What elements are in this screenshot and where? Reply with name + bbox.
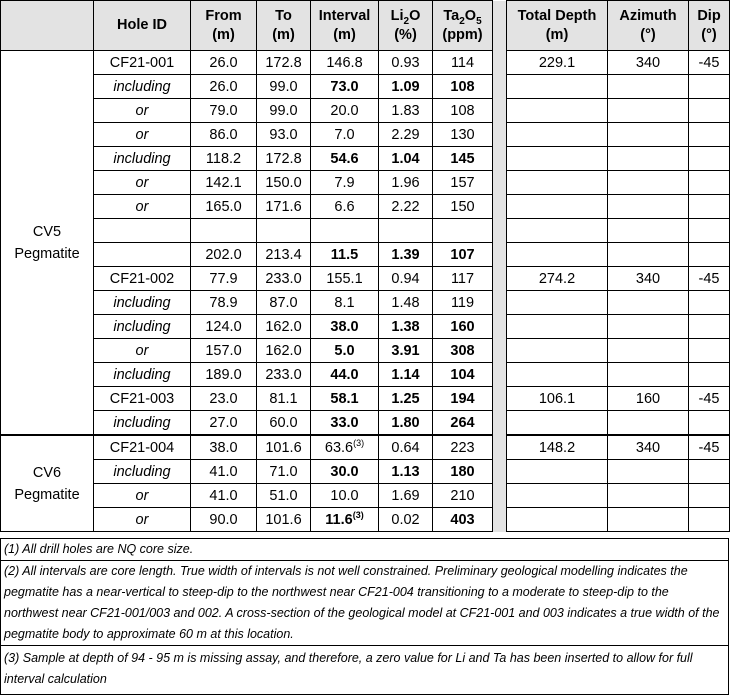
header-hole-id: Hole ID [94,1,191,51]
header-li2o: $Li_2O$ (%) [379,1,433,51]
from-cell: 41.0 [191,460,257,484]
spacer-cell [493,51,507,75]
total-depth-cell: 229.1 [507,51,608,75]
spacer-cell [493,291,507,315]
dip-cell [689,75,730,99]
ta2o5-cell: 403 [433,508,493,532]
from-cell: 86.0 [191,123,257,147]
azimuth-cell [608,508,689,532]
spacer-cell [493,243,507,267]
total-depth-cell [507,291,608,315]
from-cell: 142.1 [191,171,257,195]
table-row [1,75,730,99]
interval-cell: 20.0 [311,99,379,123]
from-cell: 77.9 [191,267,257,291]
from-cell: 165.0 [191,195,257,219]
from-cell: 38.0 [191,435,257,460]
dip-cell [689,411,730,436]
hole-id-cell: or [94,484,191,508]
total-depth-cell: 274.2 [507,267,608,291]
from-cell: 26.0 [191,75,257,99]
li2o-cell [379,219,433,243]
header-row [1,1,730,51]
total-depth-cell [507,171,608,195]
azimuth-cell [608,363,689,387]
li2o-cell: 1.80 [379,411,433,436]
azimuth-cell [608,339,689,363]
hole-id-cell: or [94,123,191,147]
from-cell: 27.0 [191,411,257,436]
ta2o5-cell: 114 [433,51,493,75]
from-cell: 118.2 [191,147,257,171]
li2o-cell: 0.93 [379,51,433,75]
ta2o5-cell: 264 [433,411,493,436]
header-from: From (m) [191,1,257,51]
dip-cell: -45 [689,51,730,75]
to-cell [257,219,311,243]
total-depth-cell [507,460,608,484]
group-cv5-pegmatite: CV5 Pegmatite [1,51,94,436]
li2o-cell: 1.96 [379,171,433,195]
to-cell: 233.0 [257,363,311,387]
azimuth-cell [608,460,689,484]
azimuth-cell [608,75,689,99]
ta2o5-cell: 104 [433,363,493,387]
ta2o5-cell: 108 [433,75,493,99]
total-depth-cell [507,508,608,532]
li2o-cell: 1.04 [379,147,433,171]
azimuth-cell [608,291,689,315]
to-cell: 213.4 [257,243,311,267]
hole-id-cell [94,219,191,243]
ta2o5-cell: 194 [433,387,493,411]
li2o-cell: 1.69 [379,484,433,508]
hole-id-cell: or [94,339,191,363]
to-cell: 101.6 [257,508,311,532]
header-spacer [493,1,507,51]
total-depth-cell: 148.2 [507,435,608,460]
to-cell: 51.0 [257,484,311,508]
spacer-cell [493,195,507,219]
table-row [1,315,730,339]
total-depth-cell [507,363,608,387]
hole-id-cell: or [94,508,191,532]
spacer-cell [493,508,507,532]
table-row [1,508,730,532]
li2o-cell: 1.25 [379,387,433,411]
dip-cell [689,460,730,484]
group-cv6-pegmatite: CV6 Pegmatite [1,435,94,532]
ta2o5-cell: 160 [433,315,493,339]
total-depth-cell [507,75,608,99]
dip-cell [689,291,730,315]
ta2o5-cell: 223 [433,435,493,460]
interval-cell: 7.9 [311,171,379,195]
azimuth-cell [608,195,689,219]
from-cell: 202.0 [191,243,257,267]
to-cell: 162.0 [257,315,311,339]
interval-cell: 11.6$^{(3)}$ [311,508,379,532]
hole-id-cell [94,243,191,267]
to-cell: 81.1 [257,387,311,411]
table-row [1,460,730,484]
li2o-cell: 3.91 [379,339,433,363]
spacer-cell [493,363,507,387]
dip-cell [689,99,730,123]
table-row [1,243,730,267]
spacer-cell [493,339,507,363]
to-cell: 101.6 [257,435,311,460]
dip-cell: -45 [689,435,730,460]
to-cell: 99.0 [257,75,311,99]
from-cell: 157.0 [191,339,257,363]
from-cell: 189.0 [191,363,257,387]
dip-cell [689,171,730,195]
spacer-cell [493,484,507,508]
total-depth-cell [507,219,608,243]
to-cell: 60.0 [257,411,311,436]
table-row [1,51,730,75]
total-depth-cell [507,484,608,508]
from-cell [191,219,257,243]
table-row [1,387,730,411]
to-cell: 172.8 [257,51,311,75]
dip-cell [689,123,730,147]
li2o-cell: 1.09 [379,75,433,99]
to-cell: 87.0 [257,291,311,315]
from-cell: 41.0 [191,484,257,508]
from-cell: 23.0 [191,387,257,411]
interval-cell: 38.0 [311,315,379,339]
spacer-cell [493,75,507,99]
spacer-cell [493,99,507,123]
header-dip: Dip (°) [689,1,730,51]
li2o-cell: 1.39 [379,243,433,267]
from-cell: 78.9 [191,291,257,315]
dip-cell [689,243,730,267]
table-row [1,123,730,147]
total-depth-cell [507,315,608,339]
li2o-cell: 2.29 [379,123,433,147]
from-cell: 26.0 [191,51,257,75]
hole-id-cell: including [94,75,191,99]
total-depth-cell [507,339,608,363]
total-depth-cell [507,243,608,267]
li2o-cell: 2.22 [379,195,433,219]
azimuth-cell: 340 [608,51,689,75]
table-row [1,99,730,123]
header-azimuth: Azimuth (°) [608,1,689,51]
ta2o5-cell: 130 [433,123,493,147]
interval-cell: 73.0 [311,75,379,99]
hole-id-cell: including [94,291,191,315]
spacer-cell [493,267,507,291]
interval-cell [311,219,379,243]
interval-cell: 58.1 [311,387,379,411]
interval-cell: 63.6$^{(3)}$ [311,435,379,460]
interval-cell: 44.0 [311,363,379,387]
interval-cell: 5.0 [311,339,379,363]
table-row [1,147,730,171]
spacer-cell [493,460,507,484]
li2o-cell: 1.48 [379,291,433,315]
header-ta2o5: $Ta_2O_5$ (ppm) [433,1,493,51]
azimuth-cell: 160 [608,387,689,411]
hole-id-cell: or [94,99,191,123]
ta2o5-cell: 107 [433,243,493,267]
dip-cell [689,195,730,219]
dip-cell [689,508,730,532]
header-group-blank [1,1,94,51]
total-depth-cell [507,147,608,171]
total-depth-cell [507,195,608,219]
dip-cell [689,147,730,171]
ta2o5-cell: 308 [433,339,493,363]
ta2o5-cell: 210 [433,484,493,508]
li2o-cell: 0.02 [379,508,433,532]
interval-cell: 11.5 [311,243,379,267]
azimuth-cell [608,243,689,267]
total-depth-cell: 106.1 [507,387,608,411]
ta2o5-cell: 145 [433,147,493,171]
ta2o5-cell: 108 [433,99,493,123]
footnote-1: (1) All drill holes are NQ core size. [0,538,729,561]
ta2o5-cell: 157 [433,171,493,195]
dip-cell [689,484,730,508]
dip-cell [689,363,730,387]
header-total-depth: Total Depth (m) [507,1,608,51]
table-row [1,195,730,219]
interval-cell: 33.0 [311,411,379,436]
to-cell: 172.8 [257,147,311,171]
azimuth-cell [608,147,689,171]
hole-id-cell: including [94,411,191,436]
dip-cell [689,219,730,243]
spacer-cell [493,147,507,171]
dip-cell: -45 [689,387,730,411]
interval-cell: 30.0 [311,460,379,484]
ta2o5-cell: 119 [433,291,493,315]
spacer-cell [493,123,507,147]
header-interval: Interval (m) [311,1,379,51]
from-cell: 79.0 [191,99,257,123]
table-row [1,219,730,243]
interval-cell: 7.0 [311,123,379,147]
azimuth-cell [608,219,689,243]
table-row [1,411,730,436]
to-cell: 233.0 [257,267,311,291]
li2o-cell: 1.14 [379,363,433,387]
azimuth-cell: 340 [608,435,689,460]
table-row [1,484,730,508]
ta2o5-cell: 117 [433,267,493,291]
footnote-2: (2) All intervals are core length. True width of intervals is not well constrained. Preliminary geological modelling indicates the pegmatite has a near-vertical to steep-dip to the northwest near CF21-004 transitioning to a moderate to steep-dip to the northwest near CF21-001/003 and 002. A cross-section of the geological model at CF21-001 and 003 indicates a true width of the pegmatite body to approximate 60 m at this location. [0,561,729,646]
spacer-cell [493,171,507,195]
from-cell: 90.0 [191,508,257,532]
total-depth-cell [507,123,608,147]
hole-id-cell: including [94,315,191,339]
interval-cell: 54.6 [311,147,379,171]
li2o-cell: 0.94 [379,267,433,291]
azimuth-cell [608,171,689,195]
dip-cell [689,315,730,339]
dip-cell: -45 [689,267,730,291]
interval-cell: 146.8 [311,51,379,75]
hole-id-cell: or [94,195,191,219]
spacer-cell [493,387,507,411]
li2o-cell: 1.38 [379,315,433,339]
hole-id-cell: CF21-004 [94,435,191,460]
table-row [1,363,730,387]
to-cell: 150.0 [257,171,311,195]
table-row [1,291,730,315]
interval-cell: 8.1 [311,291,379,315]
li2o-cell: 1.13 [379,460,433,484]
footnote-3: (3) Sample at depth of 94 - 95 m is missing assay, and therefore, a zero value for Li and Ta has been inserted to allow for full interval calculation [0,646,729,695]
azimuth-cell [608,99,689,123]
total-depth-cell [507,99,608,123]
to-cell: 99.0 [257,99,311,123]
hole-id-cell: including [94,147,191,171]
total-depth-cell [507,411,608,436]
spacer-cell [493,315,507,339]
interval-cell: 155.1 [311,267,379,291]
azimuth-cell [608,484,689,508]
li2o-cell: 1.83 [379,99,433,123]
table-row [1,339,730,363]
to-cell: 171.6 [257,195,311,219]
spacer-cell [493,435,507,460]
table-row [1,171,730,195]
hole-id-cell: CF21-002 [94,267,191,291]
hole-id-cell: including [94,460,191,484]
hole-id-cell: including [94,363,191,387]
spacer-cell [493,219,507,243]
hole-id-cell: or [94,171,191,195]
to-cell: 162.0 [257,339,311,363]
azimuth-cell: 340 [608,267,689,291]
azimuth-cell [608,123,689,147]
hole-id-cell: CF21-001 [94,51,191,75]
spacer-cell [493,411,507,436]
hole-id-cell: CF21-003 [94,387,191,411]
to-cell: 93.0 [257,123,311,147]
li2o-cell: 0.64 [379,435,433,460]
dip-cell [689,339,730,363]
table-row [1,435,730,460]
from-cell: 124.0 [191,315,257,339]
azimuth-cell [608,411,689,436]
ta2o5-cell: 180 [433,460,493,484]
azimuth-cell [608,315,689,339]
table-row [1,267,730,291]
interval-cell: 6.6 [311,195,379,219]
to-cell: 71.0 [257,460,311,484]
interval-cell: 10.0 [311,484,379,508]
header-to: To (m) [257,1,311,51]
ta2o5-cell [433,219,493,243]
ta2o5-cell: 150 [433,195,493,219]
